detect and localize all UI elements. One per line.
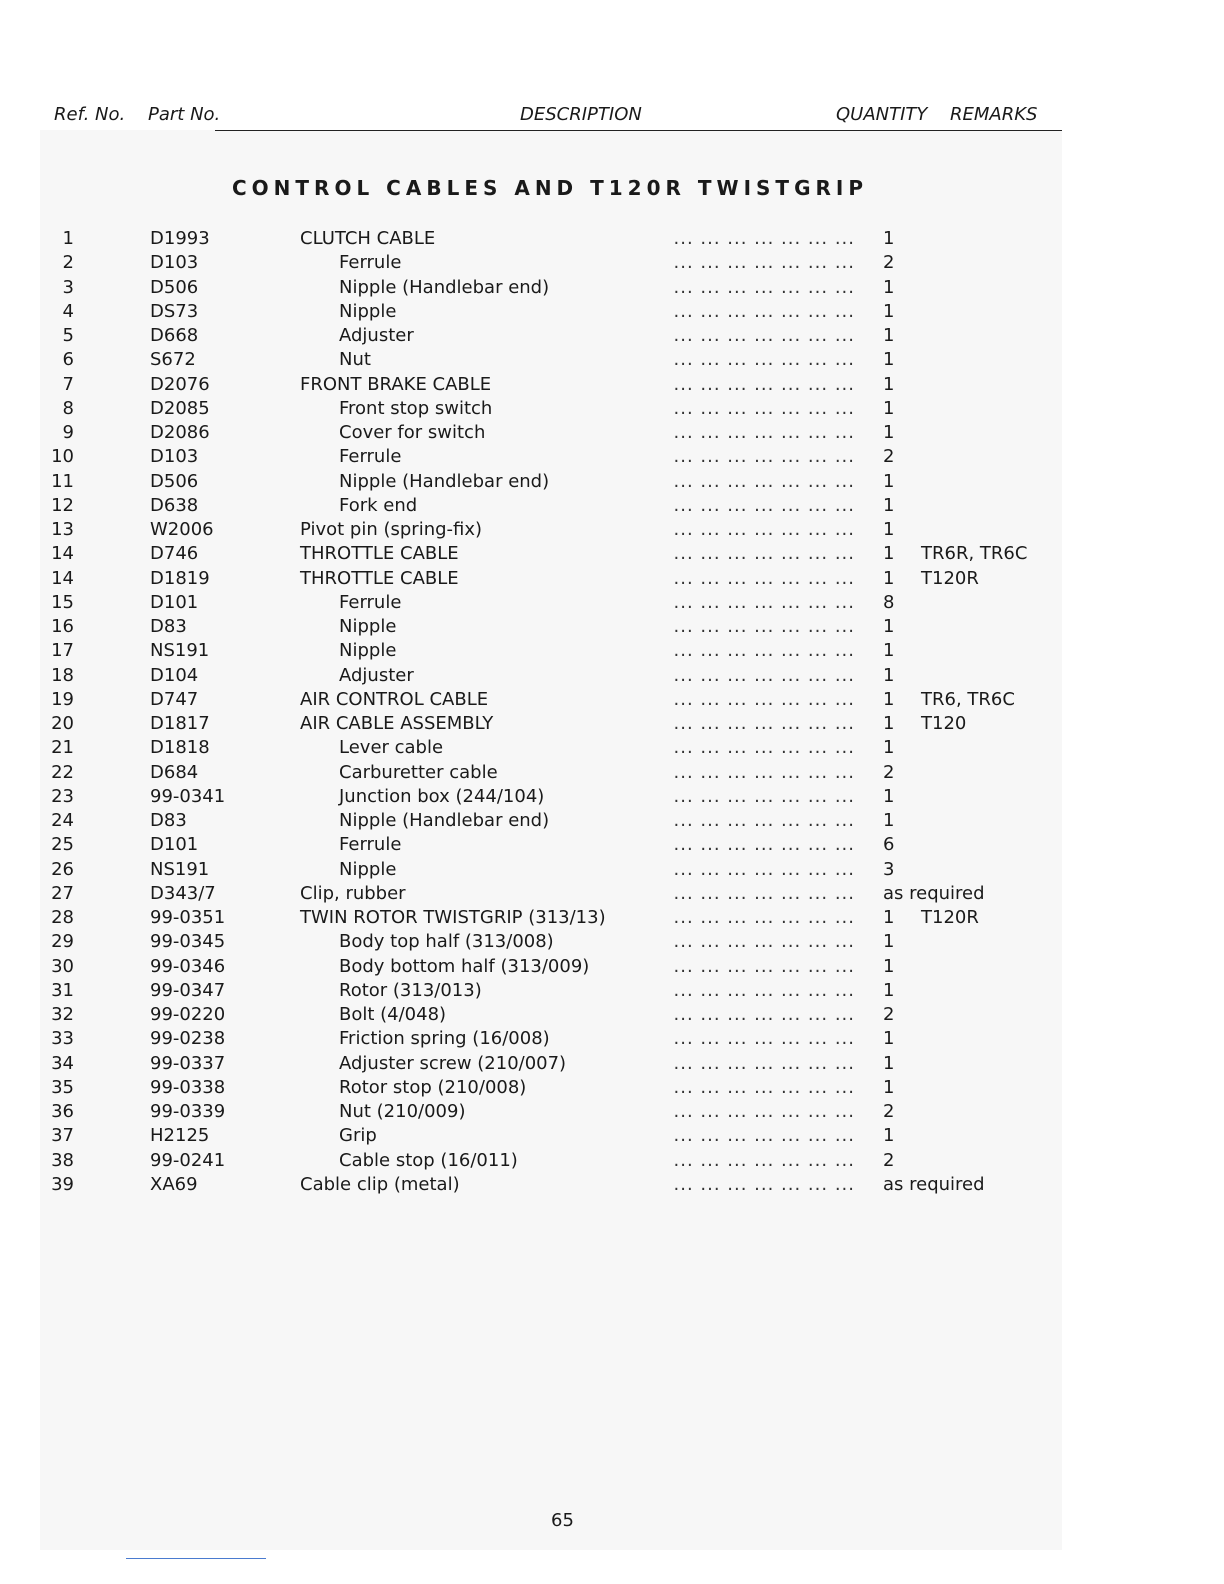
dot-leader: ... ... ... ... ... ... ...	[673, 325, 855, 346]
part-no-cell: D101	[150, 591, 199, 613]
description-cell: Body bottom half (313/009)	[339, 955, 590, 977]
dot-leader: ... ... ... ... ... ... ...	[673, 1173, 855, 1195]
ref-cell: 7	[62, 373, 74, 395]
quantity-cell: 1	[883, 470, 895, 492]
part-no-cell: 99-0351	[150, 907, 226, 928]
quantity-cell: 1	[883, 907, 895, 928]
quantity-cell: 2	[883, 1004, 895, 1025]
dot-leader: ... ... ... ... ... ... ...	[673, 446, 855, 468]
remarks-cell: TR6R, TR6C	[921, 543, 1028, 565]
table-row	[0, 809, 1120, 833]
ref-cell: 20	[51, 713, 74, 734]
dot-leader: ... ... ... ... ... ... ...	[673, 567, 855, 589]
part-no-cell: 99-0241	[150, 1149, 226, 1171]
description-cell: Adjuster	[339, 664, 414, 686]
ref-cell: 34	[51, 1052, 74, 1074]
part-no-cell: D2076	[150, 373, 210, 395]
description-cell: Friction spring (16/008)	[339, 1028, 550, 1050]
table-row	[0, 567, 1120, 591]
description-cell: Front stop switch	[339, 397, 493, 419]
ref-cell: 15	[51, 591, 74, 613]
page-number: 65	[551, 1510, 574, 1531]
dot-leader: ... ... ... ... ... ... ...	[673, 688, 855, 710]
part-no-cell: 99-0339	[150, 1101, 226, 1122]
header-description: DESCRIPTION	[520, 104, 642, 125]
part-no-cell: DS73	[150, 300, 199, 322]
dot-leader: ... ... ... ... ... ... ...	[673, 397, 855, 419]
quantity-cell: 1	[883, 810, 895, 831]
remarks-cell: T120R	[921, 567, 979, 589]
part-no-cell: D668	[150, 325, 199, 346]
dot-leader: ... ... ... ... ... ... ...	[673, 519, 855, 540]
part-no-cell: D684	[150, 761, 199, 783]
table-row	[0, 712, 1120, 736]
quantity-cell: 1	[883, 397, 895, 419]
dot-leader: ... ... ... ... ... ... ...	[673, 713, 855, 734]
dot-leader: ... ... ... ... ... ... ...	[673, 494, 855, 516]
part-no-cell: NS191	[150, 640, 210, 662]
description-cell: Ferrule	[339, 591, 402, 613]
ref-cell: 10	[51, 446, 74, 468]
part-no-cell: D1817	[150, 713, 210, 734]
header-part-no: Part No.	[148, 104, 221, 125]
ref-cell: 6	[62, 349, 74, 371]
description-cell: Nipple (Handlebar end)	[339, 276, 550, 298]
ref-cell: 31	[51, 979, 74, 1001]
quantity-cell: 2	[883, 1149, 895, 1171]
table-row	[0, 1124, 1120, 1148]
ref-cell: 24	[51, 810, 74, 831]
quantity-cell: 1	[883, 300, 895, 322]
part-no-cell: 99-0347	[150, 979, 226, 1001]
dot-leader: ... ... ... ... ... ... ...	[673, 252, 855, 274]
ref-cell: 27	[51, 882, 74, 904]
part-no-cell: D506	[150, 470, 199, 492]
ref-cell: 13	[51, 519, 74, 540]
table-row	[0, 955, 1120, 979]
ref-cell: 4	[62, 300, 74, 322]
quantity-cell: 1	[883, 1028, 895, 1050]
part-no-cell: D104	[150, 664, 199, 686]
quantity-cell: 1	[883, 979, 895, 1001]
description-cell: Nipple	[339, 640, 397, 662]
description-cell: Fork end	[339, 494, 418, 516]
description-cell: Body top half (313/008)	[339, 931, 554, 953]
part-no-cell: 99-0220	[150, 1004, 226, 1025]
description-cell: Rotor (313/013)	[339, 979, 482, 1001]
ref-cell: 36	[51, 1101, 74, 1122]
part-no-cell: D2085	[150, 397, 210, 419]
section-title: CONTROL CABLES AND T120R TWISTGRIP	[232, 176, 868, 200]
part-no-cell: 99-0341	[150, 785, 226, 807]
table-row	[0, 542, 1120, 566]
table-row	[0, 1173, 1120, 1197]
table-row	[0, 591, 1120, 615]
description-cell: THROTTLE CABLE	[300, 543, 459, 565]
table-row	[0, 785, 1120, 809]
ref-cell: 32	[51, 1004, 74, 1025]
description-cell: THROTTLE CABLE	[300, 567, 459, 589]
table-row	[0, 251, 1120, 275]
description-cell: Carburetter cable	[339, 761, 498, 783]
dot-leader: ... ... ... ... ... ... ...	[673, 785, 855, 807]
table-row	[0, 615, 1120, 639]
table-row	[0, 736, 1120, 760]
table-row	[0, 882, 1120, 906]
quantity-cell: 1	[883, 713, 895, 734]
ref-cell: 30	[51, 955, 74, 977]
description-cell: Nut	[339, 349, 371, 371]
quantity-cell: 1	[883, 785, 895, 807]
description-cell: Cable stop (16/011)	[339, 1149, 518, 1171]
part-no-cell: D1819	[150, 567, 210, 589]
quantity-cell: 2	[883, 761, 895, 783]
quantity-cell: 1	[883, 955, 895, 977]
ref-cell: 29	[51, 931, 74, 953]
part-no-cell: D83	[150, 810, 187, 831]
description-cell: CLUTCH CABLE	[300, 228, 436, 249]
description-cell: Grip	[339, 1125, 377, 1147]
dot-leader: ... ... ... ... ... ... ...	[673, 349, 855, 371]
dot-leader: ... ... ... ... ... ... ...	[673, 422, 855, 443]
quantity-cell: 1	[883, 349, 895, 371]
table-row	[0, 833, 1120, 857]
description-cell: Bolt (4/048)	[339, 1004, 447, 1025]
table-row	[0, 445, 1120, 469]
description-cell: Nipple	[339, 858, 397, 880]
part-no-cell: D506	[150, 276, 199, 298]
dot-leader: ... ... ... ... ... ... ...	[673, 591, 855, 613]
part-no-cell: D747	[150, 688, 199, 710]
ref-cell: 38	[51, 1149, 74, 1171]
description-cell: Pivot pin (spring-fix)	[300, 519, 483, 540]
part-no-cell: H2125	[150, 1125, 210, 1147]
dot-leader: ... ... ... ... ... ... ...	[673, 737, 855, 759]
dot-leader: ... ... ... ... ... ... ...	[673, 616, 855, 637]
header-ref-no: Ref. No.	[54, 104, 126, 125]
dot-leader: ... ... ... ... ... ... ...	[673, 640, 855, 662]
quantity-cell: 1	[883, 325, 895, 346]
table-row	[0, 858, 1120, 882]
dot-leader: ... ... ... ... ... ... ...	[673, 907, 855, 928]
dot-leader: ... ... ... ... ... ... ...	[673, 1125, 855, 1147]
table-row	[0, 324, 1120, 348]
ref-cell: 22	[51, 761, 74, 783]
description-cell: Adjuster	[339, 325, 414, 346]
description-cell: Nipple (Handlebar end)	[339, 470, 550, 492]
description-cell: FRONT BRAKE CABLE	[300, 373, 492, 395]
dot-leader: ... ... ... ... ... ... ...	[673, 882, 855, 904]
dot-leader: ... ... ... ... ... ... ...	[673, 543, 855, 565]
description-cell: Ferrule	[339, 252, 402, 274]
description-cell: Ferrule	[339, 446, 402, 468]
part-no-cell: D343/7	[150, 882, 216, 904]
part-no-cell: 99-0345	[150, 931, 226, 953]
table-row	[0, 1149, 1120, 1173]
table-row	[0, 761, 1120, 785]
quantity-cell: 2	[883, 252, 895, 274]
table-row	[0, 688, 1120, 712]
dot-leader: ... ... ... ... ... ... ...	[673, 1052, 855, 1074]
ref-cell: 5	[62, 325, 74, 346]
part-no-cell: 99-0337	[150, 1052, 226, 1074]
part-no-cell: S672	[150, 349, 196, 371]
table-row	[0, 397, 1120, 421]
table-row	[0, 639, 1120, 663]
ref-cell: 39	[51, 1173, 74, 1195]
table-row	[0, 348, 1120, 372]
dot-leader: ... ... ... ... ... ... ...	[673, 1101, 855, 1122]
table-row	[0, 1027, 1120, 1051]
ref-cell: 28	[51, 907, 74, 928]
quantity-cell: 1	[883, 276, 895, 298]
quantity-cell: 1	[883, 664, 895, 686]
dot-leader: ... ... ... ... ... ... ...	[673, 834, 855, 856]
header-rule	[215, 130, 1062, 131]
quantity-cell: 3	[883, 858, 895, 880]
quantity-cell: 1	[883, 1076, 895, 1098]
description-cell: Junction box (244/104)	[339, 785, 545, 807]
ref-cell: 25	[51, 834, 74, 856]
dot-leader: ... ... ... ... ... ... ...	[673, 228, 855, 249]
table-row	[0, 373, 1120, 397]
ref-cell: 14	[51, 567, 74, 589]
ref-cell: 12	[51, 494, 74, 516]
ref-cell: 16	[51, 616, 74, 637]
ref-cell: 33	[51, 1028, 74, 1050]
table-row	[0, 1100, 1120, 1124]
table-row	[0, 300, 1120, 324]
quantity-cell: 1	[883, 494, 895, 516]
quantity-cell: 1	[883, 1125, 895, 1147]
table-row	[0, 1052, 1120, 1076]
ref-cell: 8	[62, 397, 74, 419]
part-no-cell: XA69	[150, 1173, 198, 1195]
remarks-cell: T120	[921, 713, 967, 734]
dot-leader: ... ... ... ... ... ... ...	[673, 979, 855, 1001]
dot-leader: ... ... ... ... ... ... ...	[673, 931, 855, 953]
part-no-cell: W2006	[150, 519, 214, 540]
ref-cell: 17	[51, 640, 74, 662]
quantity-cell: 1	[883, 931, 895, 953]
table-row	[0, 227, 1120, 251]
ref-cell: 1	[62, 228, 74, 249]
table-row	[0, 979, 1120, 1003]
ref-cell: 9	[62, 422, 74, 443]
dot-leader: ... ... ... ... ... ... ...	[673, 664, 855, 686]
quantity-cell: 1	[883, 543, 895, 565]
header-remarks: REMARKS	[950, 104, 1038, 125]
part-no-cell: NS191	[150, 858, 210, 880]
table-row	[0, 470, 1120, 494]
dot-leader: ... ... ... ... ... ... ...	[673, 300, 855, 322]
description-cell: Cable clip (metal)	[300, 1173, 460, 1195]
quantity-cell: 1	[883, 422, 895, 443]
dot-leader: ... ... ... ... ... ... ...	[673, 470, 855, 492]
description-cell: Nipple (Handlebar end)	[339, 810, 550, 831]
footer-rule	[126, 1558, 266, 1559]
description-cell: Lever cable	[339, 737, 444, 759]
ref-cell: 21	[51, 737, 74, 759]
ref-cell: 18	[51, 664, 74, 686]
description-cell: Nipple	[339, 300, 397, 322]
table-row	[0, 421, 1120, 445]
ref-cell: 11	[51, 470, 74, 492]
description-cell: Nipple	[339, 616, 397, 637]
part-no-cell: D103	[150, 252, 199, 274]
description-cell: TWIN ROTOR TWISTGRIP (313/13)	[300, 907, 606, 928]
table-row	[0, 1003, 1120, 1027]
quantity-cell: 2	[883, 1101, 895, 1122]
table-row	[0, 906, 1120, 930]
table-row	[0, 930, 1120, 954]
quantity-cell: 1	[883, 519, 895, 540]
dot-leader: ... ... ... ... ... ... ...	[673, 955, 855, 977]
part-no-cell: 99-0238	[150, 1028, 226, 1050]
description-cell: AIR CABLE ASSEMBLY	[300, 713, 494, 734]
table-row	[0, 1076, 1120, 1100]
quantity-cell: as required	[883, 882, 985, 904]
dot-leader: ... ... ... ... ... ... ...	[673, 761, 855, 783]
ref-cell: 3	[62, 276, 74, 298]
quantity-cell: 1	[883, 688, 895, 710]
table-row	[0, 664, 1120, 688]
part-no-cell: 99-0338	[150, 1076, 226, 1098]
description-cell: Rotor stop (210/008)	[339, 1076, 527, 1098]
header-quantity: QUANTITY	[836, 104, 928, 125]
part-no-cell: 99-0346	[150, 955, 226, 977]
ref-cell: 2	[62, 252, 74, 274]
table-row	[0, 276, 1120, 300]
part-no-cell: D103	[150, 446, 199, 468]
quantity-cell: 6	[883, 834, 895, 856]
part-no-cell: D2086	[150, 422, 210, 443]
description-cell: Nut (210/009)	[339, 1101, 466, 1122]
table-row	[0, 518, 1120, 542]
dot-leader: ... ... ... ... ... ... ...	[673, 810, 855, 831]
part-no-cell: D746	[150, 543, 199, 565]
ref-cell: 23	[51, 785, 74, 807]
quantity-cell: 1	[883, 373, 895, 395]
dot-leader: ... ... ... ... ... ... ...	[673, 276, 855, 298]
description-cell: Cover for switch	[339, 422, 486, 443]
ref-cell: 26	[51, 858, 74, 880]
quantity-cell: as required	[883, 1173, 985, 1195]
quantity-cell: 1	[883, 567, 895, 589]
quantity-cell: 1	[883, 616, 895, 637]
quantity-cell: 2	[883, 446, 895, 468]
ref-cell: 35	[51, 1076, 74, 1098]
dot-leader: ... ... ... ... ... ... ...	[673, 373, 855, 395]
dot-leader: ... ... ... ... ... ... ...	[673, 1028, 855, 1050]
quantity-cell: 1	[883, 1052, 895, 1074]
quantity-cell: 1	[883, 228, 895, 249]
part-no-cell: D83	[150, 616, 187, 637]
ref-cell: 14	[51, 543, 74, 565]
part-no-cell: D1818	[150, 737, 210, 759]
description-cell: Ferrule	[339, 834, 402, 856]
dot-leader: ... ... ... ... ... ... ...	[673, 858, 855, 880]
part-no-cell: D101	[150, 834, 199, 856]
remarks-cell: TR6, TR6C	[921, 688, 1015, 710]
quantity-cell: 1	[883, 640, 895, 662]
ref-cell: 19	[51, 688, 74, 710]
dot-leader: ... ... ... ... ... ... ...	[673, 1149, 855, 1171]
dot-leader: ... ... ... ... ... ... ...	[673, 1076, 855, 1098]
description-cell: AIR CONTROL CABLE	[300, 688, 489, 710]
quantity-cell: 1	[883, 737, 895, 759]
dot-leader: ... ... ... ... ... ... ...	[673, 1004, 855, 1025]
remarks-cell: T120R	[921, 907, 979, 928]
part-no-cell: D1993	[150, 228, 210, 249]
quantity-cell: 8	[883, 591, 895, 613]
ref-cell: 37	[51, 1125, 74, 1147]
description-cell: Adjuster screw (210/007)	[339, 1052, 567, 1074]
part-no-cell: D638	[150, 494, 199, 516]
table-row	[0, 494, 1120, 518]
description-cell: Clip, rubber	[300, 882, 406, 904]
